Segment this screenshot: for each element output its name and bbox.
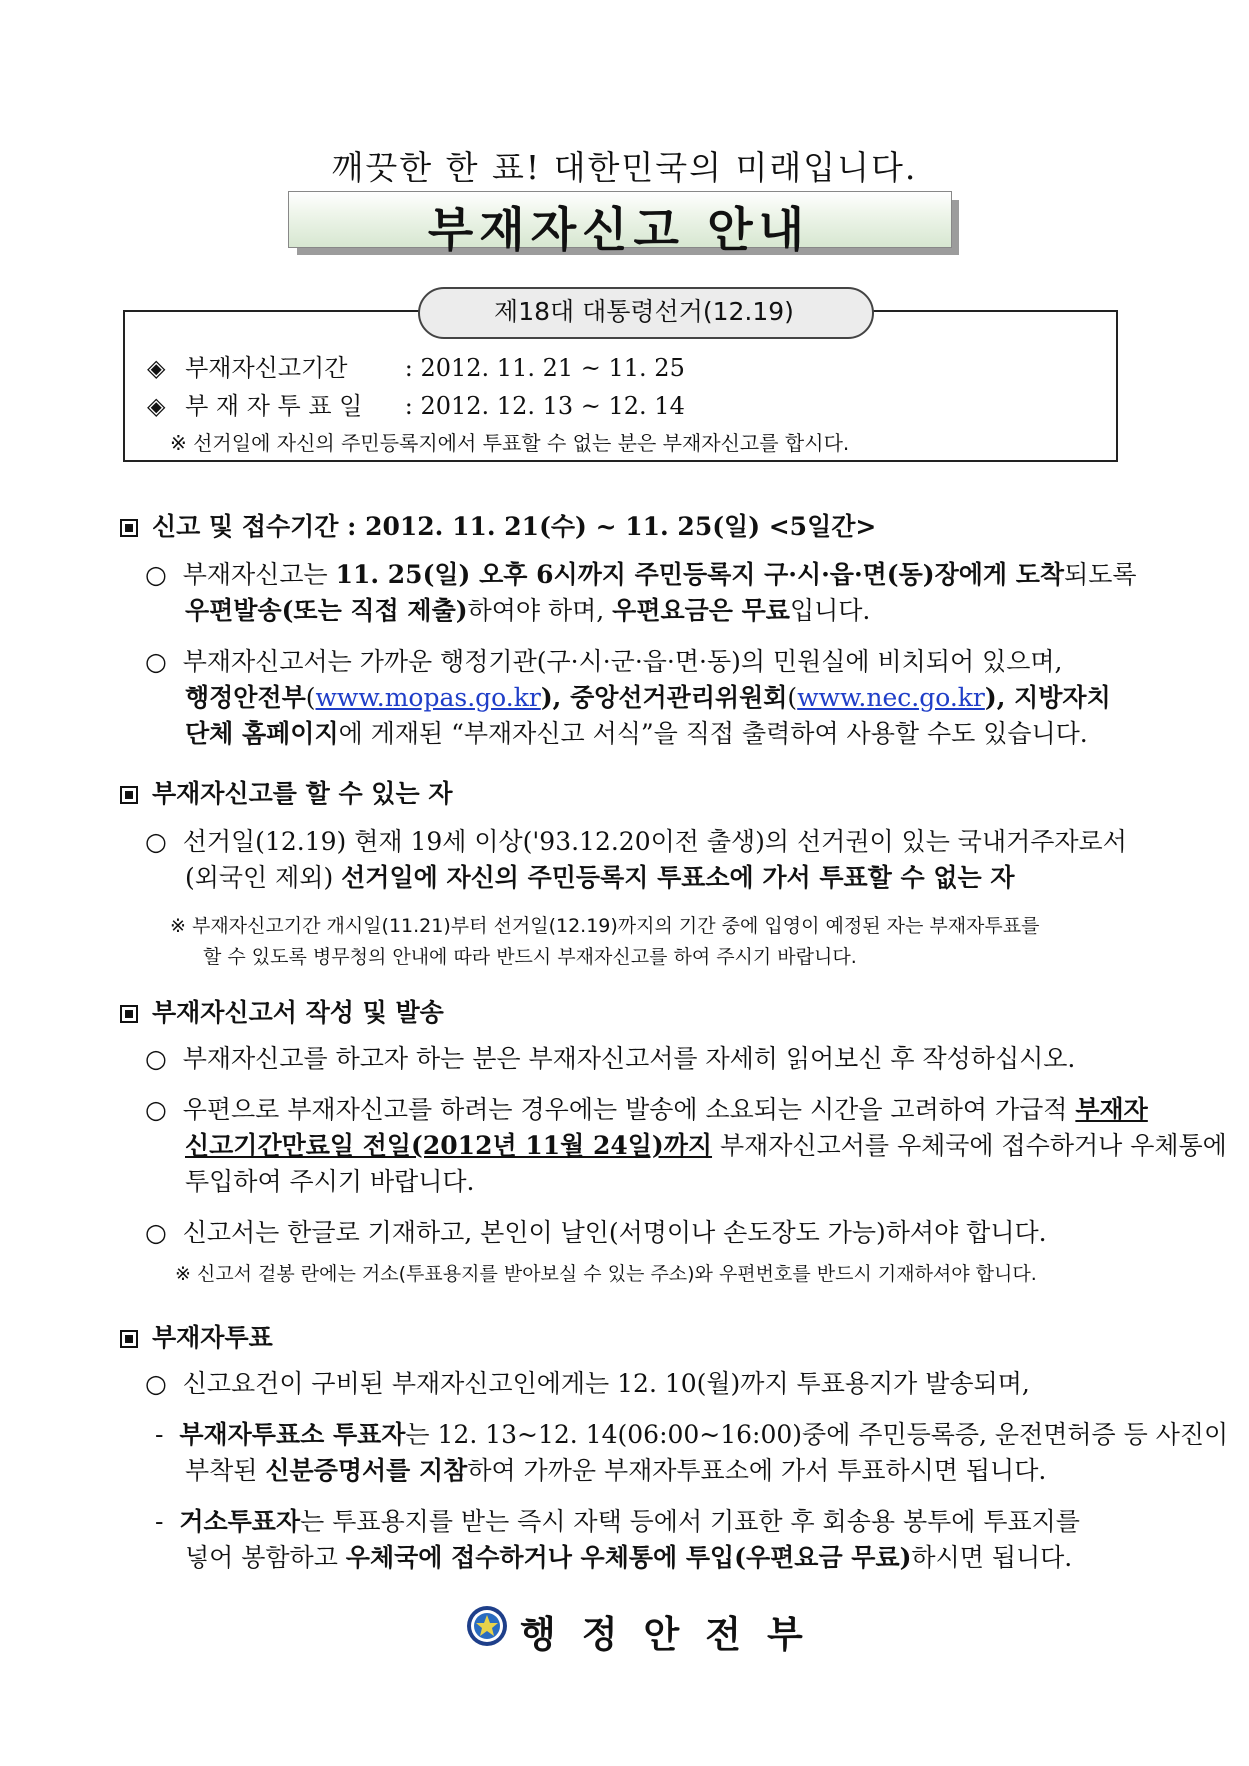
- square-bullet-icon: [120, 1330, 138, 1348]
- section-heading-eligibility: 부재자신고를 할 수 있는 자: [120, 774, 452, 810]
- square-bullet-icon: [120, 519, 138, 537]
- circle-bullet-icon: ○: [145, 1218, 167, 1247]
- s3-item-2-cont: 신고기간만료일 전일(2012년 11월 24일)까지 부재자신고서를 우체국에 접수하거나 우체통에: [185, 1131, 1227, 1160]
- s3-note: ※ 신고서 겉봉 란에는 거소(투표용지를 받아보실 수 있는 주소)와 우편번호를 반드시 기재하셔야 합니다.: [175, 1263, 1037, 1285]
- square-bullet-icon: [120, 1005, 138, 1023]
- link-nec[interactable]: www.nec.go.kr: [797, 683, 985, 712]
- s2-item-1-cont: (외국인 제외) 선거일에 자신의 주민등록지 투표소에 가서 투표할 수 없는 자: [185, 863, 1015, 892]
- circle-bullet-icon: ○: [145, 827, 167, 856]
- period-value: : 2012. 11. 21 ~ 11. 25: [404, 354, 685, 382]
- page-title: 부재자신고 안내: [427, 203, 811, 258]
- s2-note-line-2: 할 수 있도록 병무청의 안내에 따라 반드시 부재자신고를 하여 주시기 바랍니다.: [203, 946, 857, 968]
- vote-date-value: : 2012. 12. 13 ~ 12. 14: [404, 392, 685, 420]
- circle-bullet-icon: ○: [145, 647, 167, 676]
- circle-bullet-icon: ○: [145, 1095, 167, 1124]
- section-heading-filing-period: 신고 및 접수기간 : 2012. 11. 21(수) ~ 11. 25(일) <5일간>: [120, 507, 876, 543]
- s2-item-1: ○ 선거일(12.19) 현재 19세 이상('93.12.20이전 출생)의 선거권이 있는 국내거주자로서: [145, 827, 1127, 856]
- period-label: 부재자신고기간: [185, 354, 348, 382]
- ministry-name: 행정안전부: [520, 1612, 829, 1656]
- square-bullet-icon: [120, 786, 138, 804]
- s1-item-2-cont2: 단체 홈페이지에 게재된 “부재자신고 서식”을 직접 출력하여 사용할 수도 있습니다.: [185, 719, 1088, 748]
- summary-period-line: [147, 348, 685, 383]
- s3-item-3: ○ 신고서는 한글로 기재하고, 본인이 날인(서명이나 손도장도 가능)하셔야 합니다.: [145, 1218, 1047, 1247]
- vote-date-label: 부 재 자 투 표 일: [185, 392, 363, 420]
- circle-bullet-icon: ○: [145, 560, 167, 589]
- s1-item-1-cont: 우편발송(또는 직접 제출)하여야 하며, 우편요금은 무료입니다.: [185, 596, 871, 625]
- s4-item-1: ○ 신고요건이 구비된 부재자신고인에게는 12. 10(월)까지 투표용지가 발송되며,: [145, 1369, 1030, 1398]
- s1-item-2-cont: 행정안전부(www.mopas.go.kr), 중앙선거관리위원회(www.nec.go.kr), 지방자치: [185, 683, 1111, 712]
- summary-vote-line: [147, 386, 685, 421]
- s3-item-1: ○ 부재자신고를 하고자 하는 분은 부재자신고서를 자세히 읽어보신 후 작성하십시오.: [145, 1044, 1076, 1073]
- s4-dash-2-cont: 넣어 봉함하고 우체국에 접수하거나 우체통에 투입(우편요금 무료)하시면 됩니다.: [185, 1543, 1073, 1572]
- s1-item-2: ○ 부재자신고서는 가까운 행정기관(구·시·군·읍·면·동)의 민원실에 비치되어 있으며,: [145, 647, 1063, 676]
- government-emblem-icon: [466, 1605, 508, 1647]
- circle-bullet-icon: ○: [145, 1369, 167, 1398]
- circle-bullet-icon: ○: [145, 1044, 167, 1073]
- link-mopas[interactable]: www.mopas.go.kr: [315, 683, 541, 712]
- dash-bullet: -: [155, 1507, 164, 1536]
- diamond-bullet-icon: ◈: [147, 354, 166, 382]
- slogan: 깨끗한 한 표! 대한민국의 미래입니다.: [331, 148, 918, 187]
- diamond-bullet-icon: ◈: [147, 392, 166, 420]
- s2-note-line-1: ※ 부재자신고기간 개시일(11.21)부터 선거일(12.19)까지의 기간 중에 입영이 예정된 자는 부재자투표를: [170, 915, 1040, 937]
- s4-dash-1: - 부재자투표소 투표자는 12. 13~12. 14(06:00~16:00)중에 주민등록증, 운전면허증 등 사진이: [155, 1420, 1229, 1449]
- s4-dash-1-cont: 부착된 신분증명서를 지참하여 가까운 부재자투표소에 가서 투표하시면 됩니다.: [185, 1456, 1047, 1485]
- s4-dash-2: - 거소투표자는 투표용지를 받는 즉시 자택 등에서 기표한 후 회송용 봉투에 투표지를: [155, 1507, 1080, 1536]
- section-heading-absentee-voting: 부재자투표: [120, 1318, 273, 1354]
- s3-item-2: ○ 우편으로 부재자신고를 하려는 경우에는 발송에 소요되는 시간을 고려하여 가급적 부재자: [145, 1095, 1148, 1124]
- s1-item-1: ○ 부재자신고는 11. 25(일) 오후 6시까지 주민등록지 구·시·읍·면(동)장에게 도착되도록: [145, 560, 1137, 589]
- section-heading-form-sending: 부재자신고서 작성 및 발송: [120, 993, 444, 1029]
- summary-note: ※ 선거일에 자신의 주민등록지에서 투표할 수 없는 분은 부재자신고를 합시다.: [170, 431, 850, 455]
- election-label: 제18대 대통령선거(12.19): [494, 297, 794, 326]
- dash-bullet: -: [155, 1420, 164, 1449]
- s3-item-2-cont2: 투입하여 주시기 바랍니다.: [185, 1167, 475, 1196]
